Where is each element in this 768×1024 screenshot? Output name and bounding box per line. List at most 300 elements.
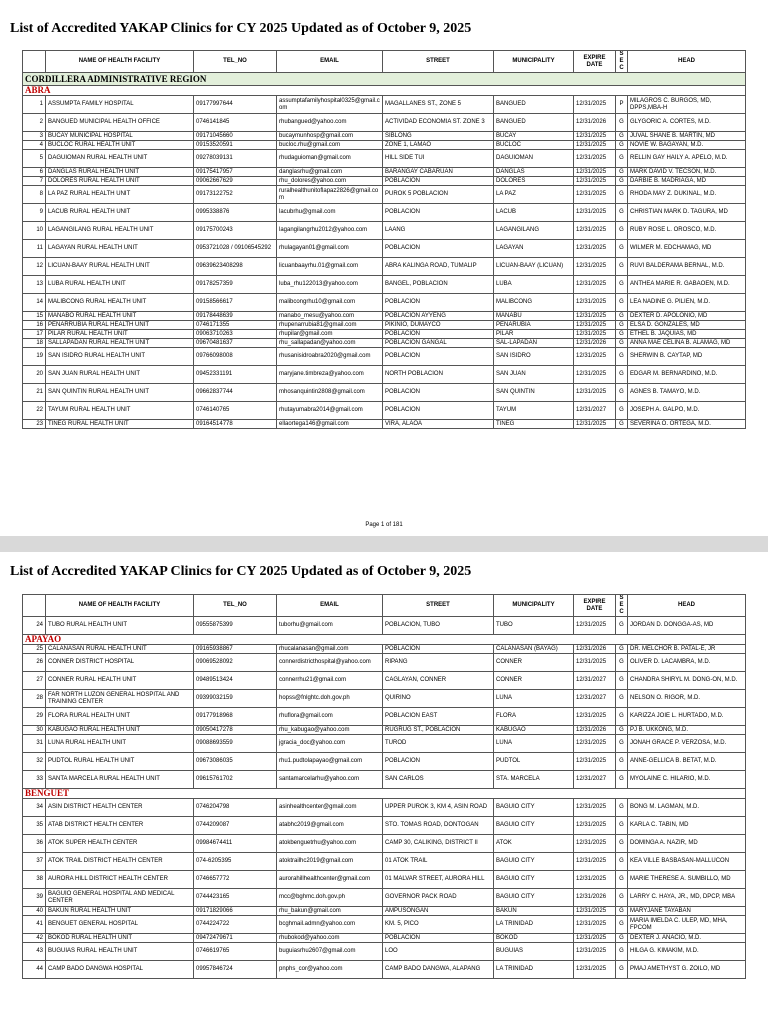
cell-sec: G	[616, 871, 628, 889]
cell-email: atabhc2019@gmail.com	[277, 817, 383, 835]
cell-street: POBLACION	[383, 177, 494, 186]
cell-municipality: LA TRINIDAD	[494, 961, 574, 979]
table-row	[23, 654, 746, 672]
cell-sec: G	[616, 294, 628, 312]
table-row	[23, 402, 746, 420]
cell-municipality: LA TRINIDAD	[494, 916, 574, 934]
cell-head: KARLA C. TABIN, MD	[628, 817, 746, 835]
cell-head: ANNA MAE CELINA B. ALAMAG, MD	[628, 339, 746, 348]
cell-tel-no: 0746204798	[194, 799, 277, 817]
cell-street: 01 ATOK TRAIL	[383, 853, 494, 871]
table-row	[23, 617, 746, 635]
cell-facility-name: DAGUIOMAN RURAL HEALTH UNIT	[46, 150, 194, 168]
col-header-name: NAME OF HEALTH FACILITY	[46, 51, 194, 73]
cell-email: mhosanquintin2808@gmail.com	[277, 384, 383, 402]
cell-sec: G	[616, 943, 628, 961]
cell-sec: G	[616, 312, 628, 321]
cell-head: EDGAR M. BERNARDINO, M.D.	[628, 366, 746, 384]
table-row	[23, 294, 746, 312]
cell-head: PJ B. UKKONG, M.D.	[628, 726, 746, 735]
cell-municipality: CALANASAN (BAYAG)	[494, 645, 574, 654]
cell-street: MAGALLANES ST., ZONE 5	[383, 96, 494, 114]
cell-head: RELLIN GAY HAILY A. APELO, M.D.	[628, 150, 746, 168]
table-row	[23, 339, 746, 348]
cell-tel-no: 09452331191	[194, 366, 277, 384]
cell-email: bucloc.rhu@gmail.com	[277, 141, 383, 150]
cell-email: ruralhealthunitoflapaz2826@gmail.com	[277, 186, 383, 204]
cell-tel-no: 09178257359	[194, 276, 277, 294]
cell-municipality: BUCLOC	[494, 141, 574, 150]
cell-row-number: 10	[23, 222, 46, 240]
cell-street: STO. TOMAS ROAD, DONTOGAN	[383, 817, 494, 835]
cell-email: rhudaguioman@gmail.com	[277, 150, 383, 168]
cell-email: hopss@fnlghtc.doh.gov.ph	[277, 690, 383, 708]
cell-expire-date: 12/31/2025	[574, 258, 616, 276]
table-row	[23, 204, 746, 222]
table-row	[23, 871, 746, 889]
cell-municipality: MANABU	[494, 312, 574, 321]
cell-street: POBLACION	[383, 240, 494, 258]
col-header-expire: EXPIRE DATE	[574, 51, 616, 73]
cell-row-number: 19	[23, 348, 46, 366]
cell-sec: G	[616, 654, 628, 672]
cell-row-number: 13	[23, 276, 46, 294]
cell-expire-date: 12/31/2025	[574, 321, 616, 330]
cell-sec: G	[616, 672, 628, 690]
cell-tel-no: 0746171355	[194, 321, 277, 330]
cell-head: KEA VILLE BASBASAN-MALLUCON	[628, 853, 746, 871]
cell-street: AMPUSONGAN	[383, 907, 494, 916]
cell-sec: G	[616, 835, 628, 853]
cell-expire-date: 12/31/2025	[574, 871, 616, 889]
cell-email: mcc@bghmc.doh.gov.ph	[277, 889, 383, 907]
cell-expire-date: 12/31/2025	[574, 916, 616, 934]
cell-tel-no: 09766098008	[194, 348, 277, 366]
cell-tel-no: 09489513424	[194, 672, 277, 690]
cell-municipality: TINEG	[494, 420, 574, 429]
cell-facility-name: LUBA RURAL HEALTH UNIT	[46, 276, 194, 294]
cell-row-number: 14	[23, 294, 46, 312]
cell-facility-name: LA PAZ RURAL HEALTH UNIT	[46, 186, 194, 204]
cell-head: DARBIE B. MADRIAGA, MD	[628, 177, 746, 186]
cell-head: NOVIE W. BAGAYAN, M.D.	[628, 141, 746, 150]
cell-facility-name: FLORA RURAL HEALTH UNIT	[46, 708, 194, 726]
cell-row-number: 5	[23, 150, 46, 168]
cell-email: bucaymunhosp@gmail.com	[277, 132, 383, 141]
cell-expire-date: 12/31/2025	[574, 753, 616, 771]
cell-email: rhubokod@yahoo.com	[277, 934, 383, 943]
cell-tel-no: 09178448639	[194, 312, 277, 321]
cell-facility-name: TUBO RURAL HEALTH UNIT	[46, 617, 194, 635]
cell-head: MILAGROS C. BURGOS, MD, DPPS,MBA-H	[628, 96, 746, 114]
cell-municipality: PILAR	[494, 330, 574, 339]
cell-expire-date: 12/31/2025	[574, 186, 616, 204]
table-row	[23, 321, 746, 330]
cell-head: JUVAL SHANE B. MARTIN, MD	[628, 132, 746, 141]
cell-row-number: 11	[23, 240, 46, 258]
cell-tel-no: 09177997644	[194, 96, 277, 114]
cell-street: ABRA KALINGA ROAD, TUMALIP	[383, 258, 494, 276]
table-row	[23, 645, 746, 654]
cell-sec: G	[616, 186, 628, 204]
cell-head: LARRY C. HAYA, JR., MD, DPCP, MBA	[628, 889, 746, 907]
cell-tel-no: 0744224722	[194, 916, 277, 934]
col-header-municipality: MUNICIPALITY	[494, 595, 574, 617]
cell-municipality: KABUGAO	[494, 726, 574, 735]
cell-street: ACTIVIDAD ECONOMIA ST. ZONE 3	[383, 114, 494, 132]
cell-email: asinhealthcenter@gmail.com	[277, 799, 383, 817]
cell-municipality: DANGLAS	[494, 168, 574, 177]
cell-tel-no: 074-6205395	[194, 853, 277, 871]
cell-street: GOVERNOR PACK ROAD	[383, 889, 494, 907]
province-label: BENGUET	[23, 789, 746, 799]
cell-expire-date: 12/31/2027	[574, 402, 616, 420]
cell-street: LAANG	[383, 222, 494, 240]
cell-municipality: BUCAY	[494, 132, 574, 141]
col-header-street: STREET	[383, 595, 494, 617]
cell-email: santamarcelarhu@yahoo.com	[277, 771, 383, 789]
cell-facility-name: KABUGAO RURAL HEALTH UNIT	[46, 726, 194, 735]
cell-expire-date: 12/31/2026	[574, 339, 616, 348]
cell-expire-date: 12/31/2025	[574, 141, 616, 150]
cell-head: ANTHEA MARIE R. GABAOEN, M.D.	[628, 276, 746, 294]
cell-email: rhucalanasan@gmail.com	[277, 645, 383, 654]
cell-street: POBLACION, TUBO	[383, 617, 494, 635]
cell-tel-no: 09399032159	[194, 690, 277, 708]
cell-tel-no: 09069528092	[194, 654, 277, 672]
cell-email: danglasrhu@gmail.com	[277, 168, 383, 177]
cell-expire-date: 12/31/2025	[574, 294, 616, 312]
cell-head: ETHEL B. JAQUIAS, MD	[628, 330, 746, 339]
cell-tel-no: 09673086035	[194, 753, 277, 771]
cell-expire-date: 12/31/2025	[574, 835, 616, 853]
cell-row-number: 29	[23, 708, 46, 726]
cell-street: SAN CARLOS	[383, 771, 494, 789]
cell-sec: G	[616, 771, 628, 789]
cell-expire-date: 12/31/2025	[574, 222, 616, 240]
cell-tel-no: 09063710263	[194, 330, 277, 339]
cell-municipality: ATOK	[494, 835, 574, 853]
cell-row-number: 25	[23, 645, 46, 654]
cell-row-number: 34	[23, 799, 46, 817]
cell-facility-name: SAN JUAN RURAL HEALTH UNIT	[46, 366, 194, 384]
cell-expire-date: 12/31/2025	[574, 817, 616, 835]
cell-tel-no: 09957846724	[194, 961, 277, 979]
cell-email: aurorahillhealthcenter@gmail.com	[277, 871, 383, 889]
cell-facility-name: BENGUET GENERAL HOSPITAL	[46, 916, 194, 934]
cell-street: RIPANG	[383, 654, 494, 672]
cell-street: BARANGAY CABARUAN	[383, 168, 494, 177]
cell-sec: G	[616, 204, 628, 222]
cell-street: POBLACION AYYENG	[383, 312, 494, 321]
cell-facility-name: LACUB RURAL HEALTH UNIT	[46, 204, 194, 222]
cell-facility-name: BUGUIAS RURAL HEALTH UNIT	[46, 943, 194, 961]
cell-expire-date: 12/31/2027	[574, 690, 616, 708]
cell-municipality: CONNER	[494, 654, 574, 672]
table-row	[23, 708, 746, 726]
table-body	[23, 617, 746, 635]
cell-expire-date: 12/31/2025	[574, 735, 616, 753]
cell-row-number: 17	[23, 330, 46, 339]
cell-sec: G	[616, 132, 628, 141]
cell-street: POBLACION	[383, 204, 494, 222]
cell-expire-date: 12/31/2025	[574, 708, 616, 726]
table-row	[23, 690, 746, 708]
cell-facility-name: PUDTOL RURAL HEALTH UNIT	[46, 753, 194, 771]
col-header-no	[23, 51, 46, 73]
cell-facility-name: ATAB DISTRICT HEALTH CENTER	[46, 817, 194, 835]
cell-head: ANNE-GELLICA B. BETAT, M.D.	[628, 753, 746, 771]
cell-row-number: 43	[23, 943, 46, 961]
cell-sec: G	[616, 817, 628, 835]
cell-expire-date: 12/31/2027	[574, 672, 616, 690]
table-row	[23, 735, 746, 753]
cell-head: MARIA IMELDA C. ULEP, MD, MHA, FPCOM	[628, 916, 746, 934]
table-row	[23, 853, 746, 871]
cell-municipality: TAYUM	[494, 402, 574, 420]
cell-sec: G	[616, 690, 628, 708]
cell-sec: G	[616, 799, 628, 817]
cell-expire-date: 12/31/2025	[574, 654, 616, 672]
table-row	[23, 312, 746, 321]
cell-head: JONAH GRACE P. VERZOSA, M.D.	[628, 735, 746, 753]
cell-facility-name: BUCAY MUNICIPAL HOSPITAL	[46, 132, 194, 141]
table-row	[23, 934, 746, 943]
cell-sec: G	[616, 330, 628, 339]
document-page-2	[0, 552, 768, 1024]
cell-email: tuborhu@gmail.com	[277, 617, 383, 635]
cell-street: RUGRUG ST., POBLACION	[383, 726, 494, 735]
cell-email: jgracia_doc@yahoo.com	[277, 735, 383, 753]
cell-head: MARK DAVID V. TECSON, M.D.	[628, 168, 746, 177]
cell-tel-no: 09639623408298	[194, 258, 277, 276]
cell-email: rhu_bakun@gmail.com	[277, 907, 383, 916]
table-row	[23, 753, 746, 771]
cell-row-number: 26	[23, 654, 46, 672]
cell-municipality: BAGUIO CITY	[494, 799, 574, 817]
cell-row-number: 1	[23, 96, 46, 114]
cell-facility-name: BANGUED MUNICIPAL HEALTH OFFICE	[46, 114, 194, 132]
cell-tel-no: 09670481637	[194, 339, 277, 348]
cell-tel-no: 09175417957	[194, 168, 277, 177]
cell-municipality: BAGUIO CITY	[494, 889, 574, 907]
table-row	[23, 835, 746, 853]
cell-head: RHODA MAY Z. DUKINAL, M.D.	[628, 186, 746, 204]
cell-tel-no: 0953721028 / 09106545292	[194, 240, 277, 258]
col-header-street: STREET	[383, 51, 494, 73]
cell-street: VIRA, ALAOA	[383, 420, 494, 429]
cell-email: connerdistricthospital@yahoo.com	[277, 654, 383, 672]
table-row	[23, 186, 746, 204]
table-row	[23, 222, 746, 240]
cell-tel-no: 09175700243	[194, 222, 277, 240]
cell-sec: G	[616, 321, 628, 330]
cell-head: AGNES B. TAMAYO, M.D.	[628, 384, 746, 402]
cell-street: HILL SIDE TUI	[383, 150, 494, 168]
cell-tel-no: 09173122752	[194, 186, 277, 204]
cell-row-number: 41	[23, 916, 46, 934]
cell-email: rhupenarrubia81@gmail.com	[277, 321, 383, 330]
cell-row-number: 42	[23, 934, 46, 943]
cell-row-number: 6	[23, 168, 46, 177]
table-body	[23, 799, 746, 979]
cell-sec: P	[616, 96, 628, 114]
cell-facility-name: ATOK SUPER HEALTH CENTER	[46, 835, 194, 853]
cell-street: ZONE 1, LAMAO	[383, 141, 494, 150]
cell-tel-no: 09984674411	[194, 835, 277, 853]
cell-sec: G	[616, 339, 628, 348]
cell-sec: G	[616, 258, 628, 276]
cell-row-number: 23	[23, 420, 46, 429]
cell-row-number: 12	[23, 258, 46, 276]
cell-sec: G	[616, 150, 628, 168]
cell-municipality: SAL-LAPADAN	[494, 339, 574, 348]
cell-row-number: 2	[23, 114, 46, 132]
cell-expire-date: 12/31/2025	[574, 177, 616, 186]
cell-facility-name: SALLAPADAN RURAL HEALTH UNIT	[46, 339, 194, 348]
cell-expire-date: 12/31/2027	[574, 771, 616, 789]
cell-municipality: BUGUIAS	[494, 943, 574, 961]
col-header-head: HEAD	[628, 51, 746, 73]
table-row	[23, 348, 746, 366]
col-header-expire: EXPIRE DATE	[574, 595, 616, 617]
clinic-table	[22, 594, 746, 979]
cell-sec: G	[616, 726, 628, 735]
province-label: APAYAO	[23, 635, 746, 645]
table-row	[23, 961, 746, 979]
cell-head: DEXTER J. ANACIO, M.D.	[628, 934, 746, 943]
cell-expire-date: 12/31/2025	[574, 907, 616, 916]
cell-row-number: 21	[23, 384, 46, 402]
page-separator	[0, 536, 768, 552]
table-row	[23, 168, 746, 177]
cell-sec: G	[616, 366, 628, 384]
cell-tel-no: 0746141845	[194, 114, 277, 132]
cell-municipality: STA. MARCELA	[494, 771, 574, 789]
table-row	[23, 114, 746, 132]
cell-facility-name: CONNER RURAL HEALTH UNIT	[46, 672, 194, 690]
cell-tel-no: 09062667629	[194, 177, 277, 186]
cell-email: rhutayumabra2014@gmail.com	[277, 402, 383, 420]
table-row	[23, 240, 746, 258]
cell-street: 01 MALVAR STREET, AURORA HILL	[383, 871, 494, 889]
cell-street: POBLACION	[383, 348, 494, 366]
cell-tel-no: 09177918968	[194, 708, 277, 726]
cell-head: MYOLAINE C. HILARIO, M.D.	[628, 771, 746, 789]
cell-email: manabo_mesu@yahoo.com	[277, 312, 383, 321]
cell-municipality: BAGUIO CITY	[494, 871, 574, 889]
cell-municipality: BANGUED	[494, 114, 574, 132]
cell-head: BONG M. LAGMAN, M.D.	[628, 799, 746, 817]
cell-expire-date: 12/31/2025	[574, 384, 616, 402]
table-row	[23, 672, 746, 690]
cell-sec: G	[616, 141, 628, 150]
cell-expire-date: 12/31/2025	[574, 961, 616, 979]
cell-municipality: LAGANGILANG	[494, 222, 574, 240]
table-row	[23, 276, 746, 294]
cell-tel-no: 0746140765	[194, 402, 277, 420]
cell-email: rhu_kabugao@yahoo.com	[277, 726, 383, 735]
cell-sec: G	[616, 645, 628, 654]
cell-municipality: BAKUN	[494, 907, 574, 916]
cell-street: POBLACION GANGAL	[383, 339, 494, 348]
table-row	[23, 96, 746, 114]
cell-expire-date: 12/31/2026	[574, 645, 616, 654]
cell-tel-no: 09615761702	[194, 771, 277, 789]
cell-municipality: PENARUBIA	[494, 321, 574, 330]
cell-head: CHANDRA SHIRYL M. DONG-ON, M.D.	[628, 672, 746, 690]
cell-facility-name: LUNA RURAL HEALTH UNIT	[46, 735, 194, 753]
cell-street: POBLACION	[383, 645, 494, 654]
cell-facility-name: ATOK TRAIL DISTRICT HEALTH CENTER	[46, 853, 194, 871]
cell-tel-no: 09472479671	[194, 934, 277, 943]
cell-head: SHERWIN B. CAYTAP, MD	[628, 348, 746, 366]
cell-email: atokbenguetrhu@yahoo.com	[277, 835, 383, 853]
cell-head: CHRISTIAN MARK D. TAGURA, MD	[628, 204, 746, 222]
cell-expire-date: 12/31/2025	[574, 312, 616, 321]
cell-expire-date: 12/31/2025	[574, 168, 616, 177]
cell-row-number: 35	[23, 817, 46, 835]
cell-tel-no: 0995338876	[194, 204, 277, 222]
col-header-municipality: MUNICIPALITY	[494, 51, 574, 73]
cell-tel-no: 09158566617	[194, 294, 277, 312]
cell-sec: G	[616, 114, 628, 132]
cell-municipality: BAGUIO CITY	[494, 853, 574, 871]
table-row	[23, 726, 746, 735]
cell-tel-no: 09555875399	[194, 617, 277, 635]
cell-row-number: 24	[23, 617, 46, 635]
cell-row-number: 9	[23, 204, 46, 222]
cell-street: PIKINIO, DUMAYCO	[383, 321, 494, 330]
cell-row-number: 40	[23, 907, 46, 916]
cell-email: rhulagayan01@gmail.com	[277, 240, 383, 258]
cell-municipality: BOKOD	[494, 934, 574, 943]
cell-sec: G	[616, 222, 628, 240]
cell-street: KM. 5, PICO	[383, 916, 494, 934]
cell-sec: G	[616, 617, 628, 635]
cell-head: KARIZZA JOIE L. HURTADO, M.D.	[628, 708, 746, 726]
cell-street: POBLACION	[383, 753, 494, 771]
cell-facility-name: LICUAN-BAAY RURAL HEALTH UNIT	[46, 258, 194, 276]
cell-row-number: 30	[23, 726, 46, 735]
cell-municipality: SAN JUAN	[494, 366, 574, 384]
col-header-email: EMAIL	[277, 51, 383, 73]
cell-sec: G	[616, 708, 628, 726]
cell-street: CAGLAYAN, CONNER	[383, 672, 494, 690]
cell-row-number: 28	[23, 690, 46, 708]
cell-tel-no: 09171829066	[194, 907, 277, 916]
cell-facility-name: ASSUMPTA FAMILY HOSPITAL	[46, 96, 194, 114]
cell-facility-name: PEÑARRUBIA RURAL HEALTH UNIT	[46, 321, 194, 330]
cell-expire-date: 12/31/2025	[574, 204, 616, 222]
cell-municipality: CONNER	[494, 672, 574, 690]
cell-row-number: 22	[23, 402, 46, 420]
cell-expire-date: 12/31/2025	[574, 799, 616, 817]
cell-street: CAMP 30, CALIKING, DISTRICT II	[383, 835, 494, 853]
document-title: List of Accredited YAKAP Clinics for CY 2025 Updated as of October 9, 2025	[10, 21, 472, 36]
cell-sec: G	[616, 916, 628, 934]
cell-tel-no: 0744423165	[194, 889, 277, 907]
page-footer: Page 1 of 181	[365, 522, 403, 528]
cell-facility-name: MANABO RURAL HEALTH UNIT	[46, 312, 194, 321]
table-row	[23, 132, 746, 141]
cell-facility-name: TINEG RURAL HEALTH UNIT	[46, 420, 194, 429]
cell-sec: G	[616, 907, 628, 916]
cell-street: QUIRINO	[383, 690, 494, 708]
cell-head: GLYGORIC A. CORTES, M.D.	[628, 114, 746, 132]
cell-municipality: DAGUIOMAN	[494, 150, 574, 168]
cell-municipality: LACUB	[494, 204, 574, 222]
